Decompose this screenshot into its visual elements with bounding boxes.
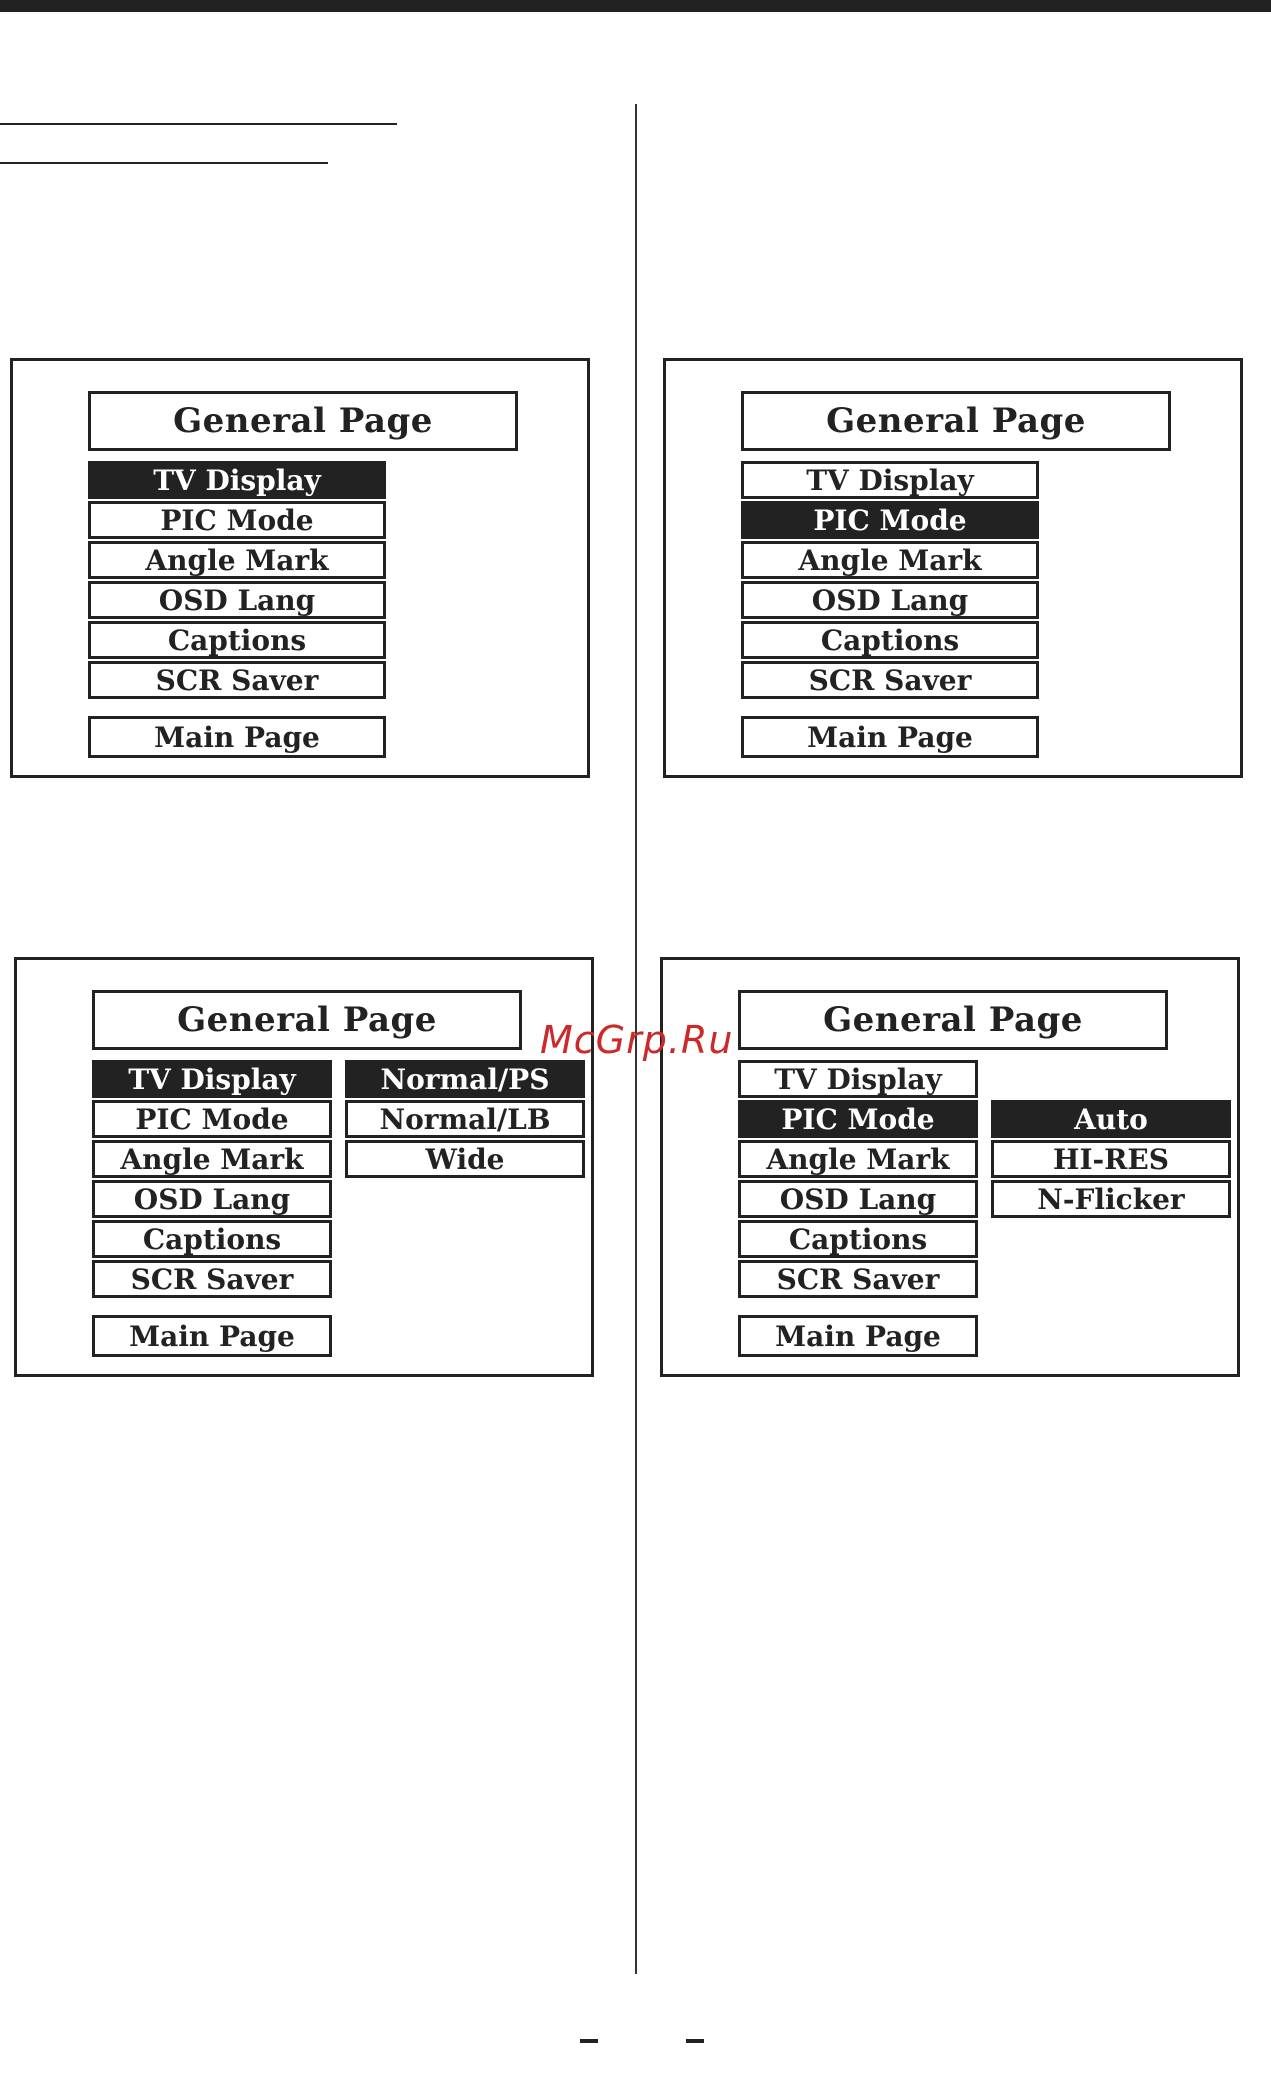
menu-item-captions[interactable]: Captions bbox=[741, 621, 1039, 659]
menu-item-tv-display[interactable]: TV Display bbox=[88, 461, 386, 499]
osd-panel-3 bbox=[14, 957, 594, 1377]
menu-item-captions[interactable]: Captions bbox=[88, 621, 386, 659]
menu-item-osd-lang[interactable]: OSD Lang bbox=[88, 581, 386, 619]
main-page-button[interactable]: Main Page bbox=[92, 1315, 332, 1357]
menu-item-osd-lang[interactable]: OSD Lang bbox=[92, 1180, 332, 1218]
submenu-item-normal-lb[interactable]: Normal/LB bbox=[345, 1100, 585, 1138]
osd-panel-4 bbox=[660, 957, 1240, 1377]
menu-item-angle-mark[interactable]: Angle Mark bbox=[741, 541, 1039, 579]
panel-title: General Page bbox=[741, 391, 1171, 451]
submenu-item-normal-ps[interactable]: Normal/PS bbox=[345, 1060, 585, 1098]
page-number-dash-left bbox=[580, 2039, 598, 2043]
menu-item-pic-mode[interactable]: PIC Mode bbox=[738, 1100, 978, 1138]
page-number-dash-right bbox=[686, 2039, 704, 2043]
general-menu bbox=[88, 461, 386, 701]
menu-item-scr-saver[interactable]: SCR Saver bbox=[88, 661, 386, 699]
menu-item-tv-display[interactable]: TV Display bbox=[741, 461, 1039, 499]
watermark: McGrp.Ru bbox=[540, 1018, 734, 1062]
panel-title: General Page bbox=[88, 391, 518, 451]
main-page-button[interactable]: Main Page bbox=[88, 716, 386, 758]
menu-item-osd-lang[interactable]: OSD Lang bbox=[741, 581, 1039, 619]
main-page-button[interactable]: Main Page bbox=[738, 1315, 978, 1357]
top-bar bbox=[0, 0, 1271, 12]
main-page-button[interactable]: Main Page bbox=[741, 716, 1039, 758]
menu-item-tv-display[interactable]: TV Display bbox=[92, 1060, 332, 1098]
menu-item-angle-mark[interactable]: Angle Mark bbox=[88, 541, 386, 579]
menu-item-angle-mark[interactable]: Angle Mark bbox=[738, 1140, 978, 1178]
panel-title: General Page bbox=[738, 990, 1168, 1050]
heading-rule-2 bbox=[0, 162, 328, 164]
menu-item-captions[interactable]: Captions bbox=[738, 1220, 978, 1258]
osd-panel-2 bbox=[663, 358, 1243, 778]
heading-rule-1 bbox=[0, 123, 397, 125]
general-menu bbox=[738, 1060, 978, 1300]
menu-item-osd-lang[interactable]: OSD Lang bbox=[738, 1180, 978, 1218]
menu-item-scr-saver[interactable]: SCR Saver bbox=[741, 661, 1039, 699]
menu-item-captions[interactable]: Captions bbox=[92, 1220, 332, 1258]
osd-panel-1 bbox=[10, 358, 590, 778]
submenu-item-n-flicker[interactable]: N-Flicker bbox=[991, 1180, 1231, 1218]
menu-item-pic-mode[interactable]: PIC Mode bbox=[88, 501, 386, 539]
menu-item-pic-mode[interactable]: PIC Mode bbox=[741, 501, 1039, 539]
menu-item-scr-saver[interactable]: SCR Saver bbox=[738, 1260, 978, 1298]
submenu-item-wide[interactable]: Wide bbox=[345, 1140, 585, 1178]
panel-title: General Page bbox=[92, 990, 522, 1050]
pic-mode-submenu bbox=[991, 1100, 1231, 1220]
menu-item-tv-display[interactable]: TV Display bbox=[738, 1060, 978, 1098]
submenu-item-auto[interactable]: Auto bbox=[991, 1100, 1231, 1138]
menu-item-angle-mark[interactable]: Angle Mark bbox=[92, 1140, 332, 1178]
menu-item-scr-saver[interactable]: SCR Saver bbox=[92, 1260, 332, 1298]
tv-display-submenu bbox=[345, 1060, 585, 1180]
menu-item-pic-mode[interactable]: PIC Mode bbox=[92, 1100, 332, 1138]
general-menu bbox=[92, 1060, 332, 1300]
general-menu bbox=[741, 461, 1039, 701]
submenu-item-hi-res[interactable]: HI-RES bbox=[991, 1140, 1231, 1178]
